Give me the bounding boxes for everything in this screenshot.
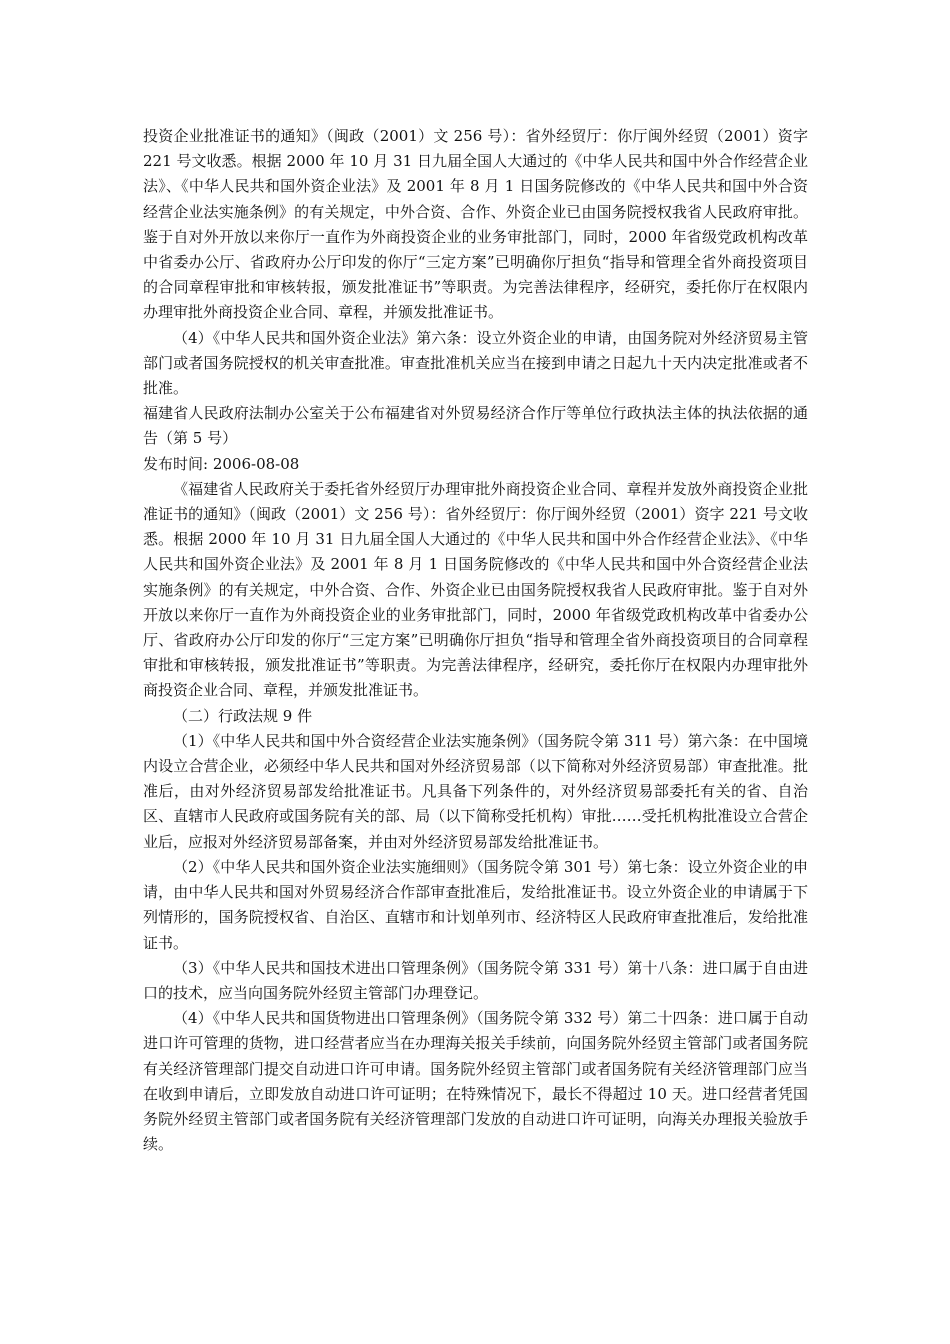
paragraph-regulation-1: （1）《中华人民共和国中外合资经营企业法实施条例》（国务院令第 311 号）第六条：在中国境内设立合营企业，必须经中华人民共和国对外经济贸易部（以下简称对外经济贸易部）审查批准。批准后，由对外经济贸易部发给批准证书。凡具备下列条件的，对外经济贸易部委托有关的省、自治区、直辖市人民政府或国务院有关的部、局（以下简称受托机构）审批……受托机构批准设立合营企业后，应报对外经济贸易部备案，并由对外经济贸易部发给批准证书。 bbox=[143, 731, 808, 851]
notice-title: 福建省人民政府法制办公室关于公布福建省对外贸易经济合作厅等单位行政执法主体的执法依据的通告（第 5 号） bbox=[143, 404, 808, 448]
paragraph-regulation-4: （4）《中华人民共和国货物进出口管理条例》（国务院令第 332 号）第二十四条：进口属于自动进口许可管理的货物，进口经营者应当在办理海关报关手续前，向国务院外经贸主管部门或者国务院有关经济管理部门提交自动进口许可申请。国务院外经贸主管部门或者国务院有关经济管理部门应当在收到申请后，立即发放自动进口许可证明；在特殊情况下，最长不得超过 10 天。进口经营者凭国务院外经贸主管部门或者国务院有关经济管理部门发放的自动进口许可证明，向海关办理报关验放手续。 bbox=[143, 1009, 808, 1154]
paragraph-provincial-notice: 《福建省人民政府关于委托省外经贸厅办理审批外商投资企业合同、章程并发放外商投资企业批准证书的通知》（闽政（2001）文 256 号）：省外经贸厅：你厅闽外经贸（2001）资字 221 号文收悉。根据 2000 年 10 月 31 日九届全国人大通过的《中华人民共和国中外合作经营企业法》、《中华人民共和国外资企业法》及 2001 年 8 月 1 日国务院修改的《中华人民共和国中外合资经营企业法实施条例》的有关规定，中外合资、合作、外资企业已由国务院授权我省人民政府审批。鉴于自对外开放以来你厅一直作为外商投资企业的业务审批部门，同时，2000 年省级党政机构改革中省委办公厅、省政府办公厅印发的你厅“三定方案”已明确你厅担负“指导和管理全省外商投资项目的合同章程审批和审核转报，颁发批准证书”等职责。为完善法律程序，经研究，委托你厅在权限内办理审批外商投资企业合同、章程，并颁发批准证书。 bbox=[143, 479, 808, 700]
publish-date: 发布时间: 2006-08-08 bbox=[143, 454, 300, 473]
section-heading-administrative-regulations: （二）行政法规 9 件 bbox=[173, 706, 313, 725]
paragraph-regulation-2: （2）《中华人民共和国外资企业法实施细则》（国务院令第 301 号）第七条：设立外资企业的申请，由中华人民共和国对外贸易经济合作部审查批准后，发给批准证书。设立外资企业的申请属于下列情形的，国务院授权省、自治区、直辖市和计划单列市、经济特区人民政府审查批准后，发给批准证书。 bbox=[143, 857, 808, 952]
document-body bbox=[143, 124, 808, 1157]
paragraph-foreign-enterprise-law-art6: （4）《中华人民共和国外资企业法》第六条：设立外资企业的申请，由国务院对外经济贸易主管部门或者国务院授权的机关审查批准。审查批准机关应当在接到申请之日起九十天内决定批准或者不批准。 bbox=[143, 328, 808, 398]
paragraph-regulation-3: （3）《中华人民共和国技术进出口管理条例》（国务院令第 331 号）第十八条：进口属于自由进口的技术，应当向国务院外经贸主管部门办理登记。 bbox=[143, 958, 808, 1002]
paragraph-continued-notice: 投资企业批准证书的通知》（闽政（2001）文 256 号）：省外经贸厅：你厅闽外经贸（2001）资字 221 号文收悉。根据 2000 年 10 月 31 日九届全国人大通过的《中华人民共和国中外合作经营企业法》、《中华人民共和国外资企业法》及 2001 年 8 月 1 日国务院修改的《中华人民共和国中外合资经营企业法实施条例》的有关规定，中外合资、合作、外资企业已由国务院授权我省人民政府审批。鉴于自对外开放以来你厅一直作为外商投资企业的业务审批部门，同时，2000 年省级党政机构改革中省委办公厅、省政府办公厅印发的你厅“三定方案”已明确你厅担负“指导和管理全省外商投资项目的合同章程审批和审核转报，颁发批准证书”等职责。为完善法律程序，经研究，委托你厅在权限内办理审批外商投资企业合同、章程，并颁发批准证书。 bbox=[143, 127, 808, 322]
